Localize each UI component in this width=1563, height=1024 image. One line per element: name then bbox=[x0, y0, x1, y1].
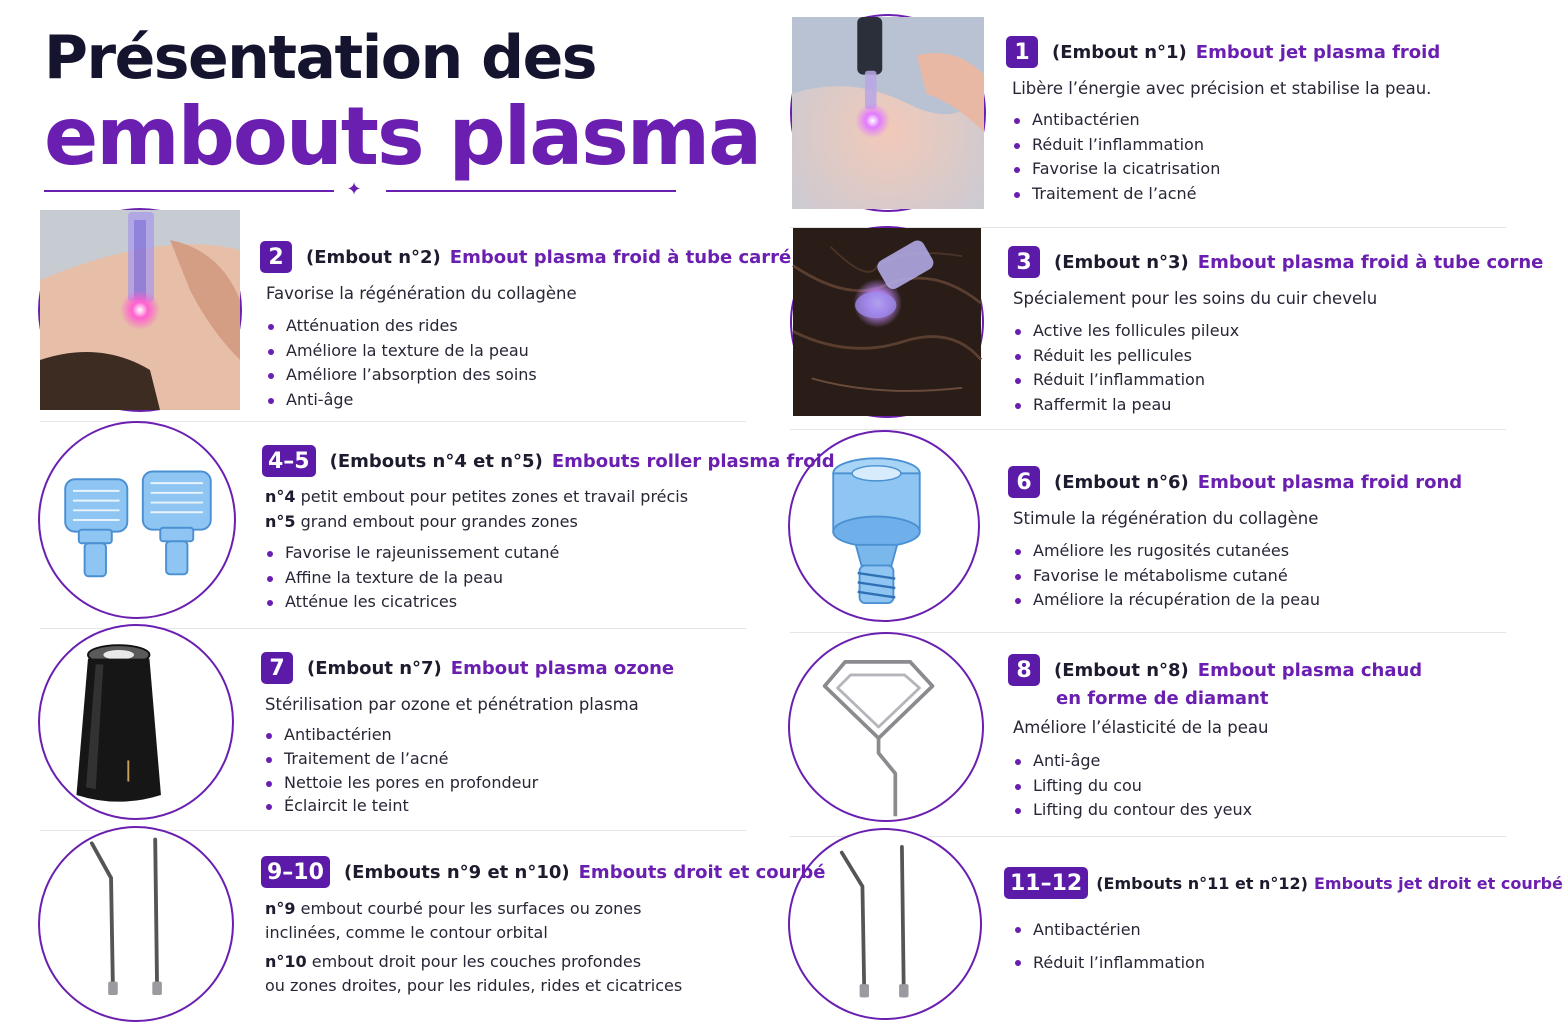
tip-name-line-2: en forme de diamant bbox=[1056, 688, 1269, 709]
tip-4-5-block bbox=[262, 445, 835, 615]
list-item: Réduit l’inflammation bbox=[1013, 946, 1563, 979]
benefits-list bbox=[1012, 108, 1440, 206]
tip-name: Embout jet plasma froid bbox=[1195, 41, 1441, 63]
tip-reference: (Embouts n°9 et n°10) bbox=[343, 861, 570, 883]
list-item: Anti-âge bbox=[266, 388, 791, 413]
list-item: Réduit les pellicules bbox=[1013, 344, 1543, 369]
tip-subtitle: Favorise la régénération du collagène bbox=[266, 284, 577, 303]
tip-subtitle: Stimule la régénération du collagène bbox=[1013, 509, 1319, 528]
tip-reference: (Embout n°1) bbox=[1052, 41, 1187, 63]
tip-number-badge: 6 bbox=[1008, 466, 1040, 498]
benefits-list bbox=[1013, 539, 1462, 613]
tip-name: Embout plasma froid à tube carré bbox=[449, 246, 792, 268]
tip-7-image bbox=[38, 624, 234, 820]
list-item: Améliore l’absorption des soins bbox=[266, 363, 791, 388]
benefits-list bbox=[265, 541, 835, 615]
tip-6-block bbox=[1008, 466, 1462, 613]
benefits-list bbox=[1013, 913, 1563, 979]
tip-description-line: n°5 grand embout pour grandes zones bbox=[265, 512, 578, 531]
tip-number-badge: 3 bbox=[1008, 246, 1040, 278]
tip-reference: (Embouts n°11 et n°12) bbox=[1096, 873, 1308, 893]
tip-description-line: ou zones droites, pour les ridules, rides et cicatrices bbox=[265, 976, 683, 995]
tip-name: Embouts roller plasma froid bbox=[551, 450, 835, 472]
tip-description-line: n°4 petit embout pour petites zones et travail précis bbox=[265, 487, 689, 506]
tip-name: Embout plasma chaud bbox=[1197, 659, 1423, 681]
tip-2-image bbox=[38, 208, 242, 412]
tip-reference: (Embout n°7) bbox=[307, 657, 442, 679]
tip-description-line: n°9 embout courbé pour les surfaces ou zones bbox=[265, 899, 642, 918]
list-item: Éclaircit le teint bbox=[264, 794, 674, 818]
tip-reference: (Embout n°6) bbox=[1054, 471, 1189, 493]
list-item: Antibactérien bbox=[1013, 913, 1563, 946]
list-item: Antibactérien bbox=[1012, 108, 1440, 133]
roller-tips-icon bbox=[40, 423, 234, 617]
list-item: Antibactérien bbox=[264, 723, 674, 747]
list-item: Raffermit la peau bbox=[1013, 393, 1543, 418]
tip-3-block bbox=[1008, 246, 1543, 417]
horn-tube-tip-on-scalp-icon bbox=[792, 228, 982, 416]
tip-7-block bbox=[261, 652, 674, 818]
tip-number-badge: 7 bbox=[261, 652, 293, 684]
list-item: Réduit l’inflammation bbox=[1012, 133, 1440, 158]
tip-name: Embouts droit et courbé bbox=[578, 861, 826, 883]
benefits-list bbox=[1013, 319, 1543, 417]
list-item: Favorise le métabolisme cutané bbox=[1013, 564, 1462, 589]
title-line-1: Présentation des bbox=[44, 23, 596, 93]
list-item: Traitement de l’acné bbox=[1012, 182, 1440, 207]
tip-3-image bbox=[790, 226, 984, 418]
tip-2-block bbox=[260, 241, 791, 412]
divider bbox=[790, 429, 1506, 430]
list-item: Nettoie les pores en profondeur bbox=[264, 771, 674, 795]
tip-subtitle: Stérilisation par ozone et pénétration plasma bbox=[265, 695, 639, 714]
tip-name: Embout plasma froid à tube corne bbox=[1197, 251, 1544, 273]
list-item: Atténue les cicatrices bbox=[265, 590, 835, 615]
tip-number-badge: 9–10 bbox=[261, 856, 330, 888]
diamond-wire-tip-icon bbox=[790, 634, 982, 820]
list-item: Réduit l’inflammation bbox=[1013, 368, 1543, 393]
list-item: Lifting du contour des yeux bbox=[1013, 798, 1422, 823]
tip-number-badge: 11–12 bbox=[1004, 867, 1088, 899]
tip-description-line: n°10 embout droit pour les couches profondes bbox=[265, 952, 642, 971]
tip-subtitle: Améliore l’élasticité de la peau bbox=[1013, 718, 1269, 737]
tip-8-image bbox=[788, 632, 984, 822]
tip-name: Embouts jet droit et courbé bbox=[1314, 873, 1563, 893]
title-line-2: embouts plasma bbox=[44, 90, 761, 183]
benefits-list bbox=[264, 723, 674, 818]
tip-11-12-block bbox=[1004, 867, 1563, 979]
tip-description-line: inclinées, comme le contour orbital bbox=[265, 923, 548, 942]
tip-number-badge: 2 bbox=[260, 241, 292, 273]
list-item: Améliore la récupération de la peau bbox=[1013, 588, 1462, 613]
list-item: Favorise la cicatrisation bbox=[1012, 157, 1440, 182]
list-item: Atténuation des rides bbox=[266, 314, 791, 339]
jet-tip-on-skin-icon bbox=[792, 16, 984, 210]
tip-number-badge: 1 bbox=[1006, 36, 1038, 68]
page-title bbox=[44, 22, 761, 183]
list-item: Anti-âge bbox=[1013, 749, 1422, 774]
tip-number-badge: 8 bbox=[1008, 654, 1040, 686]
straight-and-curved-needle-tips-icon bbox=[40, 828, 232, 1020]
list-item: Lifting du cou bbox=[1013, 774, 1422, 799]
list-item: Favorise le rajeunissement cutané bbox=[265, 541, 835, 566]
tip-name: Embout plasma froid rond bbox=[1197, 471, 1463, 493]
square-tube-tip-icon bbox=[40, 210, 240, 410]
tip-reference: (Embouts n°4 et n°5) bbox=[329, 450, 543, 472]
tip-subtitle: Libère l’énergie avec précision et stabilise la peau. bbox=[1012, 79, 1432, 98]
list-item: Améliore les rugosités cutanées bbox=[1013, 539, 1462, 564]
tip-8-block bbox=[1008, 654, 1422, 823]
tip-1-block bbox=[1006, 36, 1440, 206]
title-divider bbox=[44, 179, 676, 200]
tip-reference: (Embout n°2) bbox=[306, 246, 441, 268]
tip-number-badge: 4–5 bbox=[262, 445, 316, 477]
list-item: Active les follicules pileux bbox=[1013, 319, 1543, 344]
tip-9-10-image bbox=[38, 826, 234, 1022]
tip-name: Embout plasma ozone bbox=[450, 657, 675, 679]
sparkle-icon: ✦ bbox=[346, 179, 362, 200]
tip-subtitle: Spécialement pour les soins du cuir chevelu bbox=[1013, 289, 1378, 308]
tip-9-10-block bbox=[261, 856, 825, 998]
benefits-list bbox=[1013, 749, 1422, 823]
list-item: Traitement de l’acné bbox=[264, 747, 674, 771]
list-item: Améliore la texture de la peau bbox=[266, 339, 791, 364]
tip-4-5-image bbox=[38, 421, 236, 619]
tip-reference: (Embout n°3) bbox=[1054, 251, 1189, 273]
ozone-tip-icon bbox=[40, 626, 232, 818]
benefits-list bbox=[266, 314, 791, 412]
tip-reference: (Embout n°8) bbox=[1054, 659, 1189, 681]
list-item: Affine la texture de la peau bbox=[265, 566, 835, 591]
tip-1-image bbox=[790, 14, 986, 212]
